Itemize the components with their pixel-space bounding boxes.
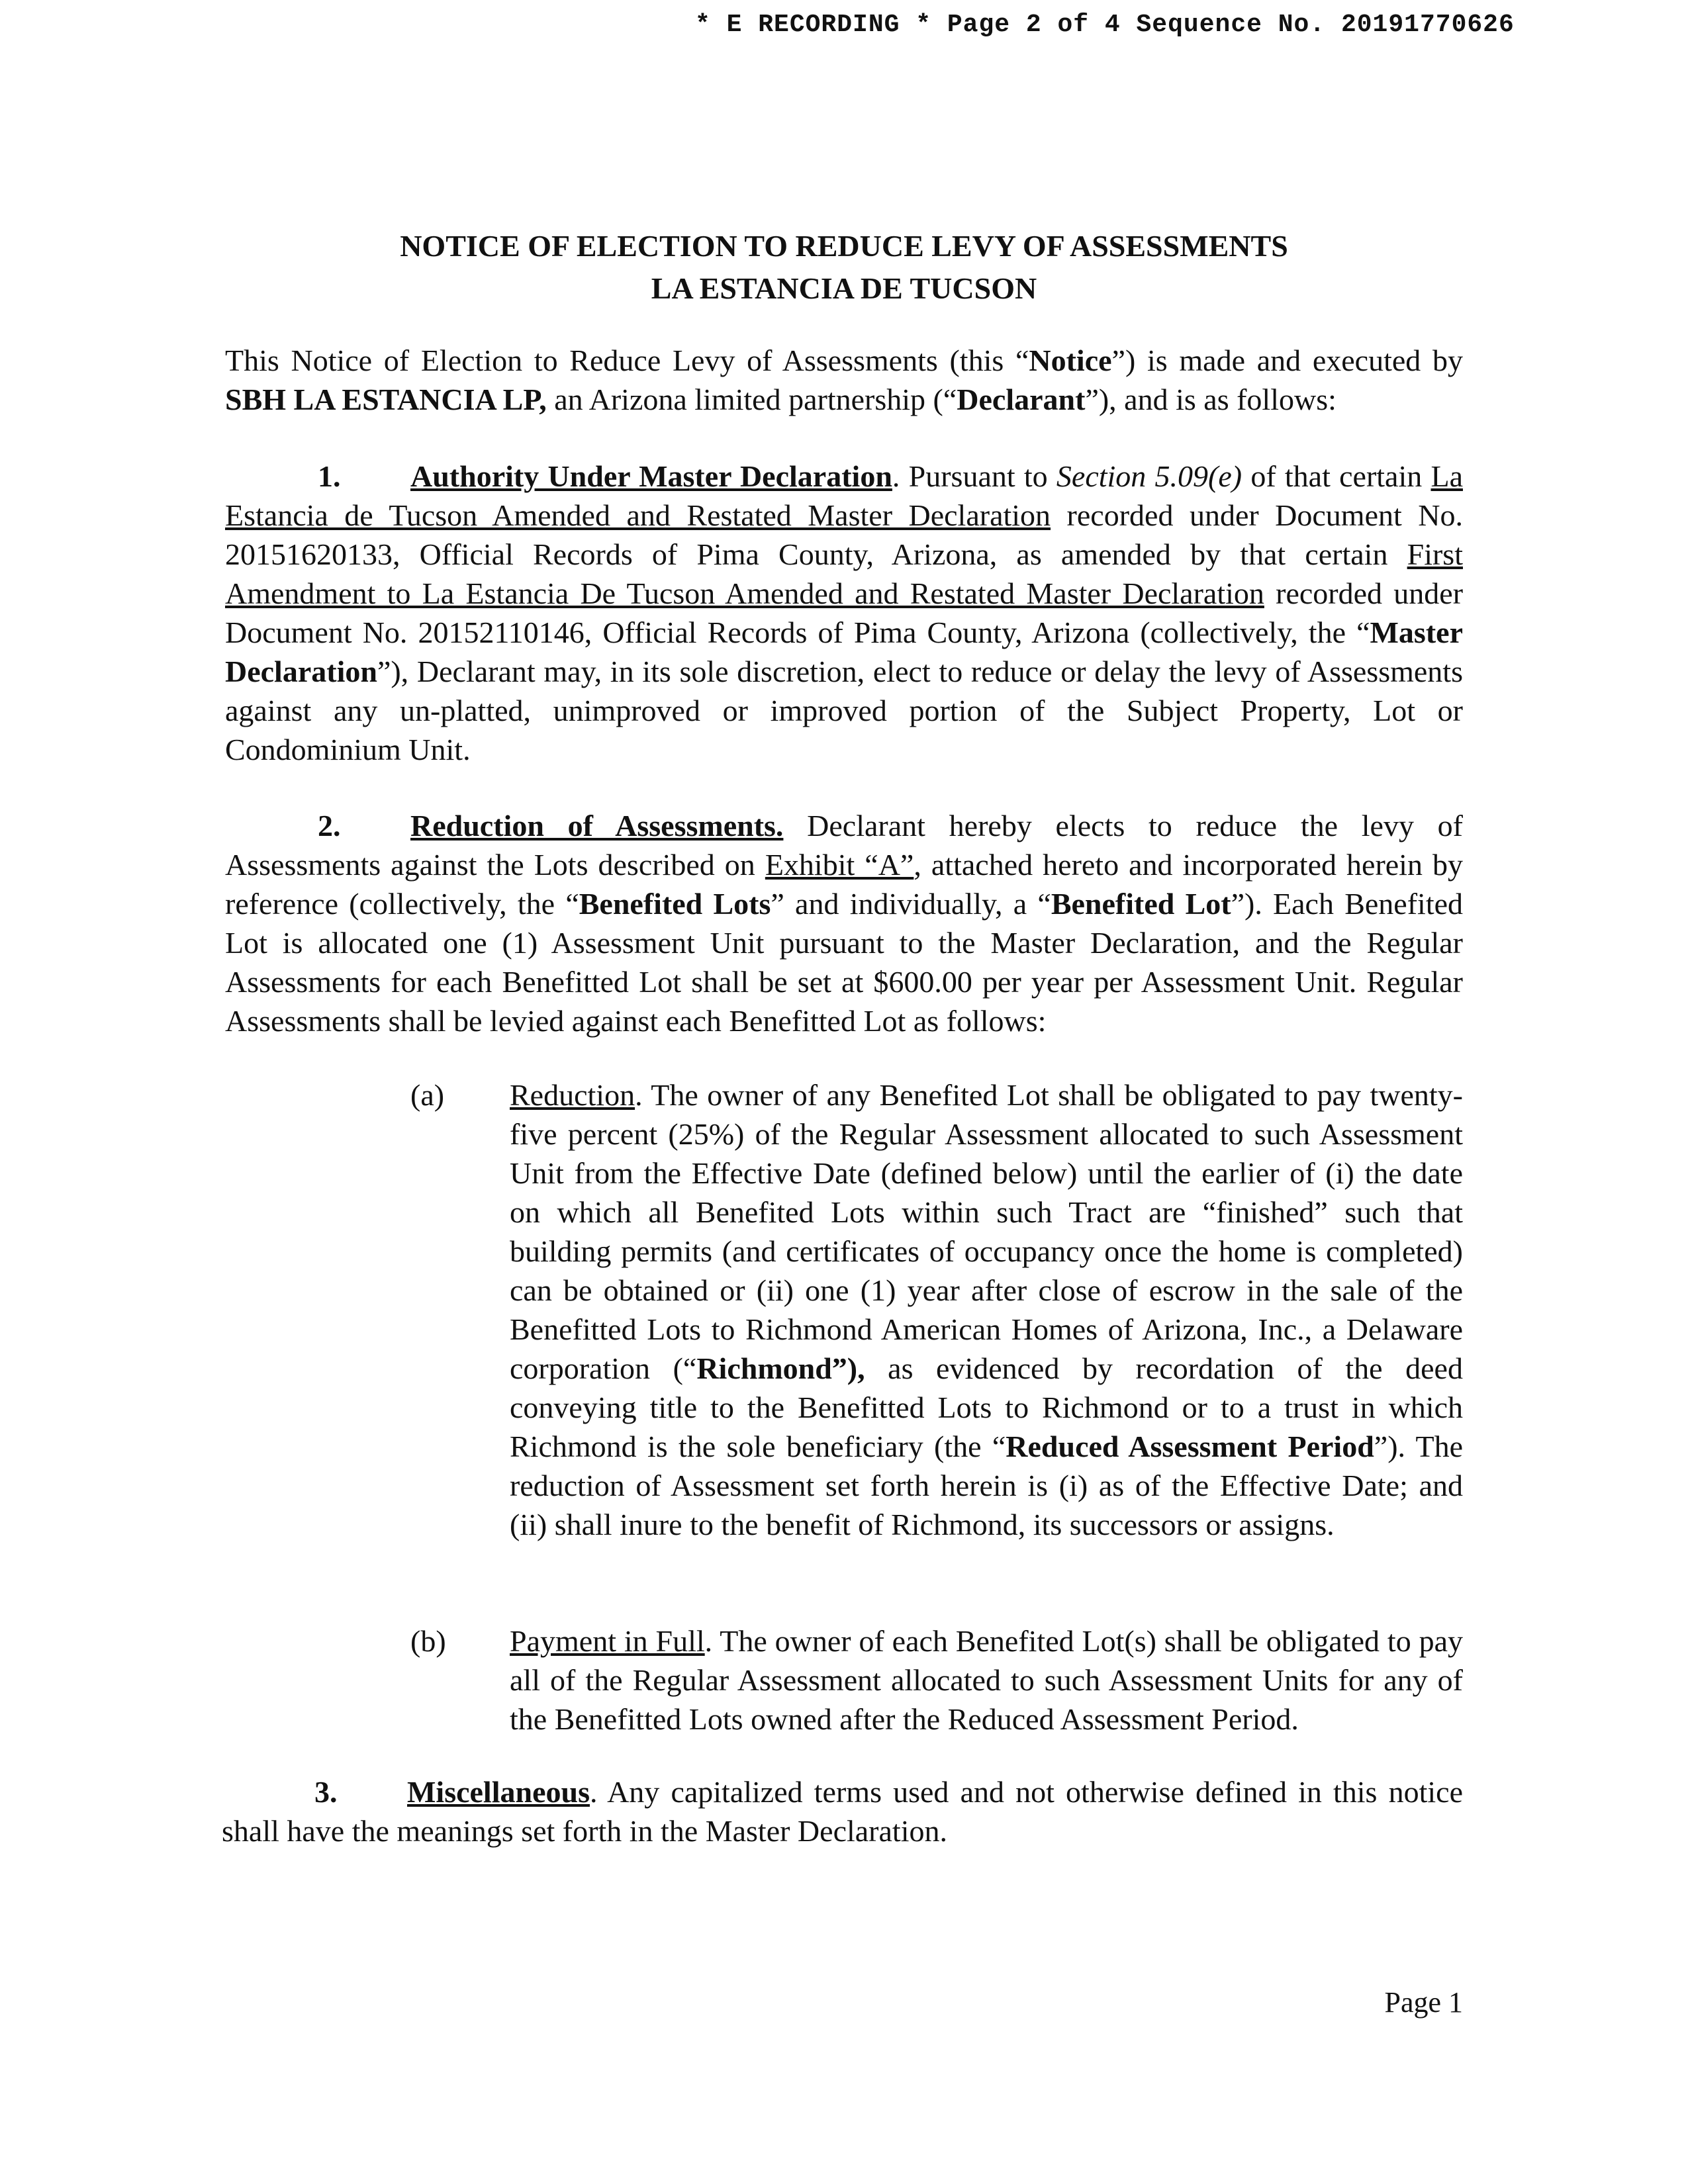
title-line-1: NOTICE OF ELECTION TO REDUCE LEVY OF ASSESSMENTS: [400, 229, 1288, 263]
section-2: 2. Reduction of Assessments. Declarant hereby elects to reduce the levy of Assessments against the Lots described on Exhibit “A”, attached hereto and incorporated herein by reference (collectively, the “Benefited Lots” and individually, a “Benefited Lot”). Each Benefited Lot is allocated one (1) Assessment Unit pursuant to the Master Declaration, and the Regular Assessments for each Benefitted Lot shall be set at $600.00 per year per Assessment Unit. Regular Assessments shall be levied against each Benefitted Lot as follows:: [225, 806, 1463, 1040]
subsection-b: (b) Payment in Full. The owner of each Benefited Lot(s) shall be obligated to pay all of the Regular Assessment allocated to such Assessment Units for any of the Benefitted Lots owned after the Reduced Assessment Period.: [510, 1621, 1463, 1739]
first-amendment-doc: First Amendment to La Estancia De Tucson Amended and Restated Master Declaration: [225, 537, 1463, 610]
recording-stamp: * E RECORDING * Page 2 of 4 Sequence No. 20191770626: [695, 11, 1515, 39]
section-3: 3. Miscellaneous. Any capitalized terms used and not otherwise defined in this notice shall have the meanings set forth in the Master Declaration.: [222, 1772, 1463, 1850]
section-1: 1. Authority Under Master Declaration. Pursuant to Section 5.09(e) of that certain La Estancia de Tucson Amended and Restated Master Declaration recorded under Document No. 20151620133, Official Records of Pima County, Arizona, as amended by that certain First Amendment to La Estancia De Tucson Amended and Restated Master Declaration recorded under Document No. 20152110146, Official Records of Pima County, Arizona (collectively, the “Master Declaration”), Declarant may, in its sole discretion, elect to reduce or delay the levy of Assessments against any un-platted, unimproved or improved portion of the Subject Property, Lot or Condominium Unit.: [225, 457, 1463, 769]
subsection-b-heading: Payment in Full: [510, 1624, 705, 1658]
intro-paragraph: This Notice of Election to Reduce Levy of Assessments (this “Notice”) is made and executed by SBH LA ESTANCIA LP, an Arizona limited partnership (“Declarant”), and is as follows:: [225, 343, 1463, 416]
benefited-lot-term: Benefited Lot: [1051, 887, 1231, 921]
declarant-term: Declarant: [957, 383, 1086, 416]
richmond-term: Richmond”),: [696, 1351, 865, 1385]
benefited-lots-term: Benefited Lots: [579, 887, 771, 921]
subsection-a-label: (a): [410, 1078, 445, 1112]
notice-term: Notice: [1029, 343, 1112, 377]
section-1-number: 1.: [318, 459, 341, 493]
document-title: [0, 225, 1688, 310]
reduced-period-term: Reduced Assessment Period: [1006, 1430, 1374, 1463]
declarant-name: SBH LA ESTANCIA LP,: [225, 383, 547, 416]
exhibit-reference: Exhibit “A”: [765, 848, 914, 882]
subsection-b-label: (b): [410, 1624, 446, 1658]
master-declaration-term: Master Declaration: [225, 615, 1463, 688]
master-declaration-doc: La Estancia de Tucson Amended and Restated Master Declaration: [225, 459, 1463, 532]
title-line-2: LA ESTANCIA DE TUCSON: [651, 271, 1037, 305]
section-2-heading: Reduction of Assessments.: [410, 809, 784, 842]
section-3-number: 3.: [314, 1775, 338, 1809]
subsection-a-heading: Reduction: [510, 1078, 635, 1112]
page-number: Page 1: [1384, 1986, 1463, 2019]
section-3-heading: Miscellaneous: [407, 1775, 590, 1809]
subsection-a: (a) Reduction. The owner of any Benefited Lot shall be obligated to pay twenty-five percent (25%) of the Regular Assessment allocated to such Assessment Unit from the Effective Date (defined below) until the earlier of (i) the date on which all Benefited Lots within such Tract are “finished” such that building permits (and certificates of occupancy once the home is completed) can be obtained or (ii) one (1) year after close of escrow in the sale of the Benefitted Lots to Richmond American Homes of Arizona, Inc., a Delaware corporation (“Richmond”), as evidenced by recordation of the deed conveying title to the Benefitted Lots to Richmond or to a trust in which Richmond is the sole beneficiary (the “Reduced Assessment Period”). The reduction of Assessment set forth herein is (i) as of the Effective Date; and (ii) shall inure to the benefit of Richmond, its successors or assigns.: [510, 1075, 1463, 1544]
section-2-number: 2.: [318, 809, 341, 842]
section-1-heading: Authority Under Master Declaration: [410, 459, 892, 493]
section-reference: Section 5.09(e): [1056, 459, 1243, 493]
